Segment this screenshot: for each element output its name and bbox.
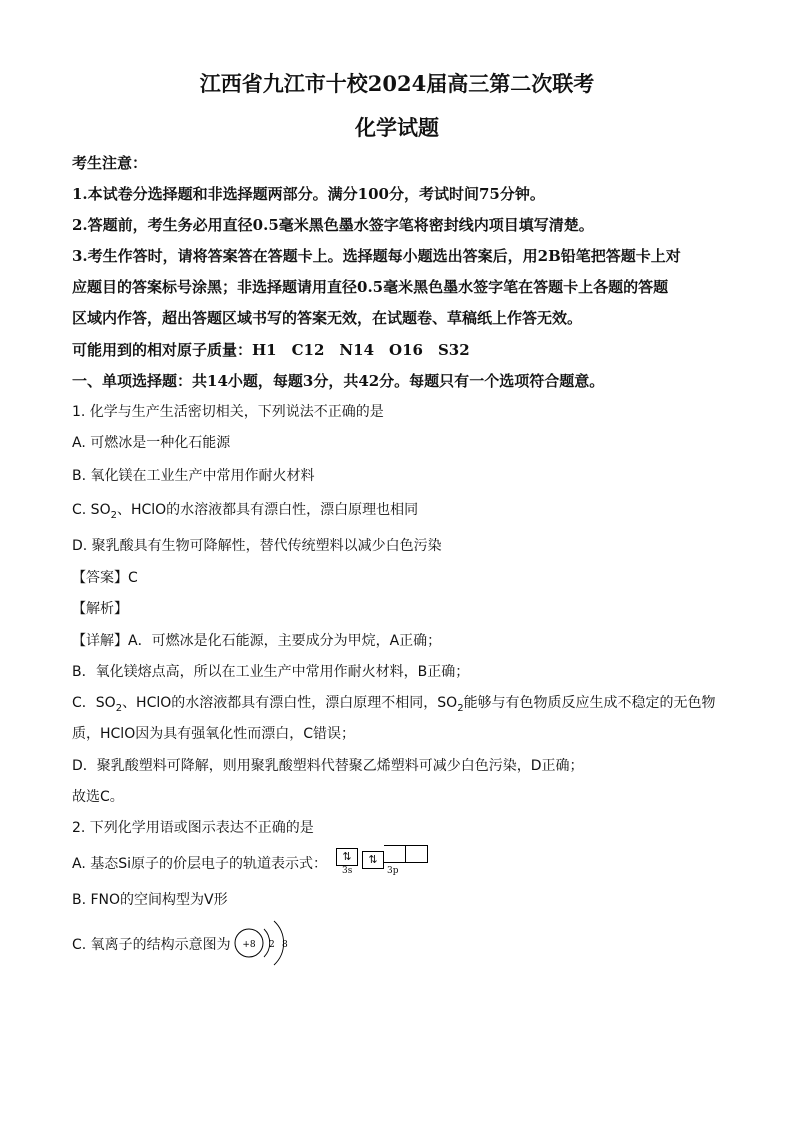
shell-1-count: 2	[269, 940, 275, 950]
orbital-3p-label: 3p	[387, 866, 399, 876]
q1-detail-c-line-2: 质，HClO因为具有强氧化性而漂白，C错误；	[72, 726, 355, 742]
q1-option-c-pre: C. SO	[72, 502, 111, 518]
notice-item-1: 1.本试卷分选择题和非选择题两部分。满分100分，考试时间75分钟。	[72, 185, 545, 203]
q1-detail-c-line-1	[72, 692, 716, 714]
q1-detail-c-sub: 2	[115, 702, 123, 714]
q1-detail-c-post: 能够与有色物质反应生成不稳定的无色物	[463, 695, 716, 711]
q1-stem: 1. 化学与生产生活密切相关，下列说法不正确的是	[72, 404, 384, 420]
q2-stem: 2. 下列化学用语或图示表达不正确的是	[72, 820, 314, 836]
q1-detail-c-mid: 、HClO的水溶液都具有漂白性，漂白原理不相同，SO	[122, 695, 458, 711]
notice-label: 考生注意：	[72, 154, 148, 172]
q1-answer: 【答案】C	[72, 570, 138, 586]
q1-option-d: D. 聚乳酸具有生物可降解性，替代传统塑料以减少白色污染	[72, 538, 442, 554]
q1-option-c	[72, 499, 418, 521]
oxygen-ion-structure-diagram	[230, 916, 300, 972]
q1-detail-d: D．聚乳酸塑料可降解，则用聚乳酸塑料代替聚乙烯塑料可减少白色污染，D正确；	[72, 758, 584, 774]
q1-option-b: B. 氧化镁在工业生产中常用作耐火材料	[72, 468, 315, 484]
q1-detail-c-pre: C．SO	[72, 695, 116, 711]
orbital-3s-box: ⇅	[336, 848, 358, 866]
q2-option-b: B. FNO的空间构型为V形	[72, 892, 228, 908]
notice-item-3-line-3: 区域内作答，超出答题区域书写的答案无效，在试题卷、草稿纸上作答无效。	[72, 309, 583, 327]
q1-conclusion: 故选C。	[72, 789, 124, 805]
q1-option-c-post: 、HClO的水溶液都具有漂白性，漂白原理也相同	[116, 502, 419, 518]
q1-option-a: A. 可燃冰是一种化石能源	[72, 435, 231, 451]
section-heading: 一、单项选择题：共14小题，每题3分，共42分。每题只有一个选项符合题意。	[72, 372, 605, 390]
atomic-mass-line: 可能用到的相对原子质量：H1 C12 N14 O16 S32	[72, 341, 470, 359]
orbital-3p-box-3	[406, 845, 428, 863]
orbital-3p-box-2	[384, 845, 406, 863]
subject-title: 化学试题	[355, 115, 439, 140]
q1-analysis-label: 【解析】	[72, 601, 128, 617]
q1-detail-b: B．氧化镁熔点高，所以在工业生产中常用作耐火材料，B正确；	[72, 664, 470, 680]
notice-item-2: 2.答题前，考生务必用直径0.5毫米黑色墨水签字笔将密封线内项目填写清楚。	[72, 216, 594, 234]
orbital-3s-label: 3s	[342, 866, 353, 876]
q2-option-c: C. 氧离子的结构示意图为	[72, 937, 231, 953]
orbital-3p-box-1: ⇅	[362, 851, 384, 869]
nucleus-charge: +8	[242, 940, 256, 950]
q1-detail-c-sub2: 2	[457, 702, 464, 714]
q1-detail-a: 【详解】A．可燃冰是化石能源，主要成分为甲烷，A正确；	[72, 633, 442, 649]
notice-item-3-line-1: 3.考生作答时，请将答案答在答题卡上。选择题每小题选出答案后，用2B铅笔把答题卡上对	[72, 247, 681, 265]
orbital-diagram	[336, 845, 358, 866]
shell-2-count: 8	[282, 940, 288, 950]
q2-option-a: A. 基态Si原子的价层电子的轨道表示式：	[72, 856, 328, 872]
notice-item-3-line-2: 应题目的答案标号涂黑；非选择题请用直径0.5毫米黑色墨水签字笔在答题卡上各题的答题	[72, 278, 669, 296]
exam-title: 江西省九江市十校2024届高三第二次联考	[199, 71, 595, 96]
q1-option-c-sub: 2	[110, 509, 117, 521]
